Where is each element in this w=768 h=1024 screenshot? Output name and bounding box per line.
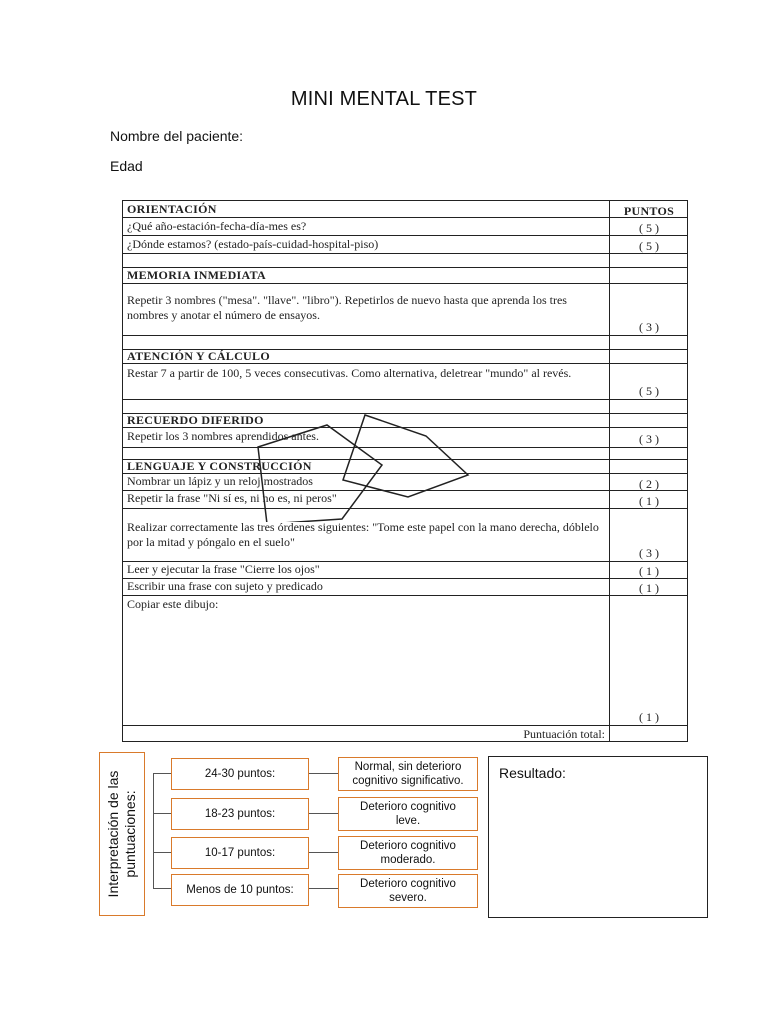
spacer-row [123,253,687,268]
points-value: ( 5 ) [639,221,659,235]
question-text: ¿Qué año-estación-fecha-día-mes es? [127,219,307,233]
interpretation-result-box [338,836,478,870]
points-value: ( 1 ) [639,710,659,724]
connector-r1 [309,773,338,774]
points-value: ( 3 ) [639,320,659,334]
connector-h1 [153,773,171,774]
points-value: ( 3 ) [639,432,659,446]
question-text: Nombrar un lápiz y un reloj mostrados [127,474,313,488]
section-atencion-calculo: ATENCIÓN Y CÁLCULO [127,349,270,363]
connector-h3 [153,852,171,853]
table-header [123,201,687,218]
total-row [123,725,687,741]
page-title: MINI MENTAL TEST [290,88,478,110]
points-value: ( 1 ) [639,581,659,595]
connector-r3 [309,852,338,853]
question-text: Leer y ejecutar la frase "Cierre los ojos" [127,562,320,576]
range-text: 24-30 puntos: [204,768,276,780]
table-row [123,578,687,596]
range-box [171,874,309,906]
interpretation-label-box [99,752,145,916]
connector-h2 [153,813,171,814]
points-value: ( 2 ) [639,477,659,491]
range-text: Menos de 10 puntos: [186,884,294,896]
range-text: 10-17 puntos: [204,847,276,859]
interpretation-result-text: Deterioro cognitivo moderado. [360,840,456,866]
table-row [123,561,687,579]
connector-r2 [309,813,338,814]
question-text: Realizar correctamente las tres órdenes siguientes: "Tome este papel con la mano derecha, dóblelo por la mitad y póngalo en el suelo" [127,520,599,549]
section-lenguaje-construccion: LENGUAJE Y CONSTRUCCIÓN [127,459,312,473]
table-row [123,283,687,336]
range-box [171,798,309,830]
pentagon-left [258,425,382,522]
total-label: Puntuación total: [523,727,605,741]
question-text: Repetir la frase "Ni sí es, ni no es, ni peros" [127,491,337,505]
patient-age-label: Edad [110,158,143,174]
interpretation-result-box [338,797,478,831]
question-text: Escribir una frase con sujeto y predicado [127,579,323,593]
points-value: ( 1 ) [639,564,659,578]
question-text: ¿Dónde estamos? (estado-país-cuidad-hospital-piso) [127,237,379,251]
connector-vertical [153,773,154,888]
pentagons-drawing [120,402,490,522]
range-box [171,758,309,790]
interpretation-result-text: Deterioro cognitivo severo. [360,878,456,904]
table-row [123,349,687,364]
section-recuerdo-diferido: RECUERDO DIFERIDO [127,413,264,427]
interpretation-result-box [338,874,478,908]
table-row [123,267,687,284]
interpretation-result-text: Deterioro cognitivo leve. [360,801,456,827]
pentagon-right [343,415,468,497]
result-label: Resultado: [499,765,566,781]
points-value: ( 5 ) [639,384,659,398]
range-text: 18-23 puntos: [204,808,276,820]
patient-name-label: Nombre del paciente: [110,128,244,144]
section-memoria-inmediata: MEMORIA INMEDIATA [127,268,266,282]
table-row [123,235,687,254]
connector-r4 [309,888,338,889]
table-row [123,363,687,400]
range-box [171,837,309,869]
spacer-row [123,335,687,350]
points-value: ( 1 ) [639,494,659,508]
question-text: Copiar este dibujo: [127,597,219,611]
interpretation-result-box [338,757,478,791]
question-text: Repetir los 3 nombres aprendidos antes. [127,429,319,443]
points-value: ( 5 ) [639,239,659,253]
table-row [123,217,687,236]
table-row [123,595,687,726]
points-header: PUNTOS [623,204,675,218]
result-box[interactable] [488,756,708,918]
question-text: Restar 7 a partir de 100, 5 veces consecutivas. Como alternativa, deletrear "mundo" al revés. [127,366,572,380]
points-value: ( 3 ) [639,546,659,560]
connector-h4 [153,888,171,889]
question-text: Repetir 3 nombres ("mesa". "llave". "libro"). Repetirlos de nuevo hasta que aprenda los tres nombres y anotar el número de ensayos. [127,293,567,322]
section-orientacion: ORIENTACIÓN [127,202,217,216]
interpretation-label: Interpretación de las puntuaciones: [105,770,138,898]
interpretation-result-text: Normal, sin deterioro cognitivo significativo. [352,761,464,787]
